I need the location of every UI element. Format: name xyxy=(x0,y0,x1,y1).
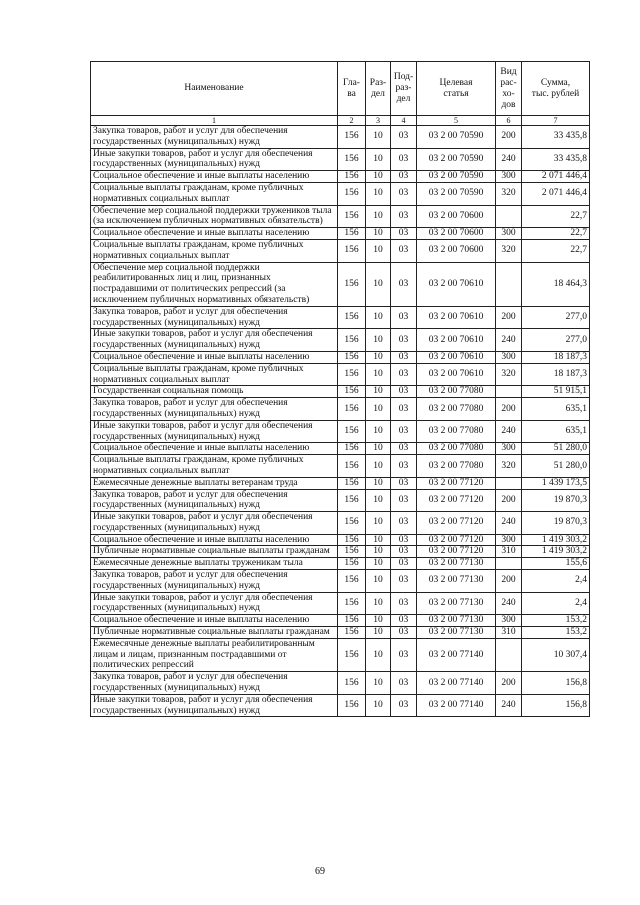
row-razdel: 10 xyxy=(366,398,391,421)
table-row xyxy=(91,351,590,363)
table-row xyxy=(91,570,590,593)
row-expense-type: 300 xyxy=(496,615,522,627)
row-name: Закупка товаров, работ и услуг для обеспечения государственных (муниципальных) нужд xyxy=(91,398,338,421)
row-amount: 10 307,4 xyxy=(522,638,590,671)
row-name: Социальное обеспечение и иные выплаты населению xyxy=(91,534,338,546)
row-razdel: 10 xyxy=(366,570,391,593)
row-name: Закупка товаров, работ и услуг для обеспечения государственных (муниципальных) нужд xyxy=(91,489,338,512)
row-name: Ежемесячные денежные выплаты труженикам тыла xyxy=(91,558,338,570)
header-summa: Сумма, тыс. рублей xyxy=(522,62,590,116)
row-target-article: 03 2 00 77080 xyxy=(417,455,496,478)
row-glava: 156 xyxy=(338,239,366,262)
column-number: 1 xyxy=(91,116,338,126)
row-podrazdel: 03 xyxy=(391,262,417,306)
row-podrazdel: 03 xyxy=(391,694,417,717)
row-amount: 2,4 xyxy=(522,570,590,593)
row-target-article: 03 2 00 70600 xyxy=(417,205,496,228)
row-podrazdel: 03 xyxy=(391,512,417,535)
row-podrazdel: 03 xyxy=(391,477,417,489)
row-target-article: 03 2 00 70610 xyxy=(417,306,496,329)
header-razdel: Раз- дел xyxy=(366,62,391,116)
row-expense-type: 240 xyxy=(496,148,522,171)
row-podrazdel: 03 xyxy=(391,627,417,639)
row-razdel: 10 xyxy=(366,694,391,717)
row-target-article: 03 2 00 77130 xyxy=(417,615,496,627)
row-amount: 2 071 446,4 xyxy=(522,182,590,205)
row-name: Закупка товаров, работ и услуг для обеспечения государственных (муниципальных) нужд xyxy=(91,306,338,329)
page-number: 69 xyxy=(315,866,325,877)
row-name: Государственная социальная помощь xyxy=(91,386,338,398)
row-razdel: 10 xyxy=(366,239,391,262)
row-target-article: 03 2 00 77080 xyxy=(417,420,496,443)
row-glava: 156 xyxy=(338,558,366,570)
row-amount: 1 419 303,2 xyxy=(522,534,590,546)
row-amount: 277,0 xyxy=(522,329,590,352)
row-glava: 156 xyxy=(338,443,366,455)
row-podrazdel: 03 xyxy=(391,398,417,421)
row-glava: 156 xyxy=(338,455,366,478)
row-podrazdel: 03 xyxy=(391,534,417,546)
row-name: Ежемесячные денежные выплаты ветеранам труда xyxy=(91,477,338,489)
row-razdel: 10 xyxy=(366,627,391,639)
column-number-row xyxy=(91,116,590,126)
row-amount: 33 435,8 xyxy=(522,148,590,171)
table-row xyxy=(91,239,590,262)
row-razdel: 10 xyxy=(366,182,391,205)
table-row xyxy=(91,262,590,306)
row-glava: 156 xyxy=(338,534,366,546)
row-target-article: 03 2 00 77120 xyxy=(417,546,496,558)
row-expense-type: 200 xyxy=(496,126,522,149)
column-number: 2 xyxy=(338,116,366,126)
row-razdel: 10 xyxy=(366,363,391,386)
row-razdel: 10 xyxy=(366,615,391,627)
row-glava: 156 xyxy=(338,228,366,240)
header-glava: Гла- ва xyxy=(338,62,366,116)
row-name: Обеспечение мер социальной поддержки тружеников тыла (за исключением публичных нормативных обязательств) xyxy=(91,205,338,228)
row-target-article: 03 2 00 70610 xyxy=(417,329,496,352)
row-target-article: 03 2 00 77130 xyxy=(417,570,496,593)
row-expense-type: 320 xyxy=(496,239,522,262)
row-glava: 156 xyxy=(338,420,366,443)
row-amount: 155,6 xyxy=(522,558,590,570)
row-target-article: 03 2 00 70610 xyxy=(417,262,496,306)
table-row xyxy=(91,558,590,570)
row-razdel: 10 xyxy=(366,672,391,695)
row-razdel: 10 xyxy=(366,126,391,149)
row-amount: 153,2 xyxy=(522,615,590,627)
row-name: Иные закупки товаров, работ и услуг для обеспечения государственных (муниципальных) нужд xyxy=(91,329,338,352)
table-row xyxy=(91,329,590,352)
table-row xyxy=(91,306,590,329)
table-row xyxy=(91,592,590,615)
row-expense-type: 300 xyxy=(496,171,522,183)
row-name: Социальные выплаты гражданам, кроме публичных нормативных социальных выплат xyxy=(91,455,338,478)
row-podrazdel: 03 xyxy=(391,126,417,149)
row-expense-type: 310 xyxy=(496,546,522,558)
row-expense-type: 310 xyxy=(496,627,522,639)
row-expense-type: 320 xyxy=(496,182,522,205)
row-glava: 156 xyxy=(338,262,366,306)
row-name: Социальное обеспечение и иные выплаты населению xyxy=(91,228,338,240)
row-podrazdel: 03 xyxy=(391,228,417,240)
row-target-article: 03 2 00 70600 xyxy=(417,239,496,262)
row-amount: 156,8 xyxy=(522,694,590,717)
table-row xyxy=(91,694,590,717)
row-razdel: 10 xyxy=(366,386,391,398)
table-row xyxy=(91,398,590,421)
row-target-article: 03 2 00 77080 xyxy=(417,443,496,455)
row-razdel: 10 xyxy=(366,306,391,329)
table-row xyxy=(91,386,590,398)
row-name: Иные закупки товаров, работ и услуг для обеспечения государственных (муниципальных) нужд xyxy=(91,592,338,615)
row-podrazdel: 03 xyxy=(391,182,417,205)
column-number: 5 xyxy=(417,116,496,126)
row-expense-type xyxy=(496,262,522,306)
row-target-article: 03 2 00 77140 xyxy=(417,638,496,671)
row-glava: 156 xyxy=(338,477,366,489)
table-row xyxy=(91,546,590,558)
row-amount: 18 187,3 xyxy=(522,351,590,363)
row-expense-type: 320 xyxy=(496,363,522,386)
row-glava: 156 xyxy=(338,570,366,593)
row-glava: 156 xyxy=(338,615,366,627)
row-amount: 277,0 xyxy=(522,306,590,329)
row-expense-type: 240 xyxy=(496,329,522,352)
row-amount: 1 419 303,2 xyxy=(522,546,590,558)
row-name: Ежемесячные денежные выплаты реабилитированным лицам и лицам, признанным пострадавшими от политических репрессий xyxy=(91,638,338,671)
row-amount: 51 915,1 xyxy=(522,386,590,398)
row-target-article: 03 2 00 77140 xyxy=(417,694,496,717)
budget-table xyxy=(90,61,590,717)
row-name: Обеспечение мер социальной поддержки реабилитированных лиц и лиц, признанных пострадавшими от политических репрессий (за исключением публичных нормативных обязательств) xyxy=(91,262,338,306)
row-podrazdel: 03 xyxy=(391,592,417,615)
table-row xyxy=(91,534,590,546)
row-target-article: 03 2 00 70610 xyxy=(417,351,496,363)
table-row xyxy=(91,182,590,205)
row-target-article: 03 2 00 77080 xyxy=(417,398,496,421)
row-name: Иные закупки товаров, работ и услуг для обеспечения государственных (муниципальных) нужд xyxy=(91,148,338,171)
row-glava: 156 xyxy=(338,126,366,149)
row-expense-type: 240 xyxy=(496,420,522,443)
table-row xyxy=(91,363,590,386)
row-podrazdel: 03 xyxy=(391,615,417,627)
row-podrazdel: 03 xyxy=(391,546,417,558)
row-name: Закупка товаров, работ и услуг для обеспечения государственных (муниципальных) нужд xyxy=(91,672,338,695)
row-razdel: 10 xyxy=(366,171,391,183)
row-expense-type: 200 xyxy=(496,570,522,593)
row-podrazdel: 03 xyxy=(391,489,417,512)
table-row xyxy=(91,228,590,240)
row-name: Закупка товаров, работ и услуг для обеспечения государственных (муниципальных) нужд xyxy=(91,570,338,593)
header-celevaya-statya: Целевая статья xyxy=(417,62,496,116)
row-name: Социальное обеспечение и иные выплаты населению xyxy=(91,171,338,183)
row-expense-type: 300 xyxy=(496,351,522,363)
row-amount: 51 280,0 xyxy=(522,443,590,455)
row-name: Иные закупки товаров, работ и услуг для обеспечения государственных (муниципальных) нужд xyxy=(91,512,338,535)
row-glava: 156 xyxy=(338,182,366,205)
row-target-article: 03 2 00 77120 xyxy=(417,534,496,546)
header-vid-rashodov: Вид рас- хо- дов xyxy=(496,62,522,116)
row-glava: 156 xyxy=(338,694,366,717)
row-expense-type: 300 xyxy=(496,443,522,455)
table-row xyxy=(91,148,590,171)
row-amount: 33 435,8 xyxy=(522,126,590,149)
table-row xyxy=(91,205,590,228)
row-podrazdel: 03 xyxy=(391,148,417,171)
row-amount: 19 870,3 xyxy=(522,512,590,535)
row-expense-type: 300 xyxy=(496,534,522,546)
row-razdel: 10 xyxy=(366,262,391,306)
row-glava: 156 xyxy=(338,306,366,329)
row-glava: 156 xyxy=(338,512,366,535)
row-razdel: 10 xyxy=(366,228,391,240)
row-target-article: 03 2 00 70590 xyxy=(417,182,496,205)
row-razdel: 10 xyxy=(366,534,391,546)
row-amount: 1 439 173,5 xyxy=(522,477,590,489)
row-podrazdel: 03 xyxy=(391,420,417,443)
row-glava: 156 xyxy=(338,386,366,398)
row-razdel: 10 xyxy=(366,592,391,615)
row-razdel: 10 xyxy=(366,329,391,352)
row-amount: 2 071 446,4 xyxy=(522,171,590,183)
row-razdel: 10 xyxy=(366,455,391,478)
column-number: 3 xyxy=(366,116,391,126)
header-row xyxy=(91,62,590,116)
row-glava: 156 xyxy=(338,672,366,695)
header-name: Наименование xyxy=(91,62,338,116)
row-name: Иные закупки товаров, работ и услуг для обеспечения государственных (муниципальных) нужд xyxy=(91,694,338,717)
row-glava: 156 xyxy=(338,489,366,512)
row-expense-type xyxy=(496,205,522,228)
row-razdel: 10 xyxy=(366,489,391,512)
row-razdel: 10 xyxy=(366,148,391,171)
row-target-article: 03 2 00 77080 xyxy=(417,386,496,398)
row-razdel: 10 xyxy=(366,420,391,443)
row-target-article: 03 2 00 77120 xyxy=(417,477,496,489)
row-target-article: 03 2 00 77130 xyxy=(417,627,496,639)
row-name: Публичные нормативные социальные выплаты гражданам xyxy=(91,627,338,639)
row-amount: 19 870,3 xyxy=(522,489,590,512)
row-expense-type: 200 xyxy=(496,398,522,421)
row-glava: 156 xyxy=(338,363,366,386)
row-name: Социальные выплаты гражданам, кроме публичных нормативных социальных выплат xyxy=(91,363,338,386)
row-name: Социальные выплаты гражданам, кроме публичных нормативных социальных выплат xyxy=(91,182,338,205)
row-podrazdel: 03 xyxy=(391,239,417,262)
row-target-article: 03 2 00 70590 xyxy=(417,126,496,149)
row-expense-type xyxy=(496,638,522,671)
row-glava: 156 xyxy=(338,546,366,558)
row-expense-type xyxy=(496,386,522,398)
table-row xyxy=(91,672,590,695)
row-razdel: 10 xyxy=(366,512,391,535)
row-razdel: 10 xyxy=(366,477,391,489)
table-row xyxy=(91,615,590,627)
row-podrazdel: 03 xyxy=(391,171,417,183)
row-glava: 156 xyxy=(338,329,366,352)
table-row xyxy=(91,477,590,489)
row-podrazdel: 03 xyxy=(391,363,417,386)
row-expense-type: 240 xyxy=(496,592,522,615)
row-podrazdel: 03 xyxy=(391,570,417,593)
row-razdel: 10 xyxy=(366,638,391,671)
row-amount: 635,1 xyxy=(522,420,590,443)
row-name: Социальное обеспечение и иные выплаты населению xyxy=(91,351,338,363)
row-glava: 156 xyxy=(338,351,366,363)
table-row xyxy=(91,420,590,443)
row-glava: 156 xyxy=(338,171,366,183)
table-row xyxy=(91,512,590,535)
row-target-article: 03 2 00 77140 xyxy=(417,672,496,695)
row-target-article: 03 2 00 77120 xyxy=(417,512,496,535)
row-amount: 22,7 xyxy=(522,205,590,228)
row-name: Закупка товаров, работ и услуг для обеспечения государственных (муниципальных) нужд xyxy=(91,126,338,149)
table-row xyxy=(91,489,590,512)
row-target-article: 03 2 00 77130 xyxy=(417,558,496,570)
row-amount: 2,4 xyxy=(522,592,590,615)
row-podrazdel: 03 xyxy=(391,386,417,398)
row-glava: 156 xyxy=(338,398,366,421)
row-glava: 156 xyxy=(338,638,366,671)
row-podrazdel: 03 xyxy=(391,443,417,455)
row-expense-type: 200 xyxy=(496,489,522,512)
column-number: 4 xyxy=(391,116,417,126)
row-expense-type: 200 xyxy=(496,306,522,329)
row-razdel: 10 xyxy=(366,558,391,570)
row-podrazdel: 03 xyxy=(391,455,417,478)
row-amount: 22,7 xyxy=(522,239,590,262)
row-expense-type: 200 xyxy=(496,672,522,695)
row-glava: 156 xyxy=(338,205,366,228)
row-razdel: 10 xyxy=(366,351,391,363)
row-target-article: 03 2 00 70610 xyxy=(417,363,496,386)
row-glava: 156 xyxy=(338,148,366,171)
row-amount: 18 464,3 xyxy=(522,262,590,306)
row-expense-type: 240 xyxy=(496,512,522,535)
row-target-article: 03 2 00 70590 xyxy=(417,148,496,171)
row-razdel: 10 xyxy=(366,546,391,558)
table-row xyxy=(91,443,590,455)
row-podrazdel: 03 xyxy=(391,672,417,695)
row-podrazdel: 03 xyxy=(391,205,417,228)
row-glava: 156 xyxy=(338,592,366,615)
row-expense-type xyxy=(496,558,522,570)
table-row xyxy=(91,638,590,671)
table-row xyxy=(91,171,590,183)
row-podrazdel: 03 xyxy=(391,329,417,352)
row-name: Социальное обеспечение и иные выплаты населению xyxy=(91,615,338,627)
row-amount: 18 187,3 xyxy=(522,363,590,386)
header-podrazdel: Под- раз- дел xyxy=(391,62,417,116)
table-body xyxy=(91,126,590,717)
row-expense-type: 240 xyxy=(496,694,522,717)
table-row xyxy=(91,126,590,149)
row-amount: 51 280,0 xyxy=(522,455,590,478)
row-podrazdel: 03 xyxy=(391,638,417,671)
row-target-article: 03 2 00 77120 xyxy=(417,489,496,512)
column-number: 7 xyxy=(522,116,590,126)
row-amount: 153,2 xyxy=(522,627,590,639)
row-expense-type: 300 xyxy=(496,228,522,240)
row-glava: 156 xyxy=(338,627,366,639)
row-target-article: 03 2 00 70600 xyxy=(417,228,496,240)
table-row xyxy=(91,455,590,478)
row-expense-type: 320 xyxy=(496,455,522,478)
row-podrazdel: 03 xyxy=(391,558,417,570)
row-expense-type xyxy=(496,477,522,489)
row-name: Социальные выплаты гражданам, кроме публичных нормативных социальных выплат xyxy=(91,239,338,262)
row-name: Социальное обеспечение и иные выплаты населению xyxy=(91,443,338,455)
row-target-article: 03 2 00 77130 xyxy=(417,592,496,615)
row-podrazdel: 03 xyxy=(391,306,417,329)
row-amount: 635,1 xyxy=(522,398,590,421)
row-razdel: 10 xyxy=(366,443,391,455)
row-amount: 156,8 xyxy=(522,672,590,695)
row-name: Иные закупки товаров, работ и услуг для обеспечения государственных (муниципальных) нужд xyxy=(91,420,338,443)
column-number: 6 xyxy=(496,116,522,126)
row-podrazdel: 03 xyxy=(391,351,417,363)
row-amount: 22,7 xyxy=(522,228,590,240)
table-row xyxy=(91,627,590,639)
row-name: Публичные нормативные социальные выплаты гражданам xyxy=(91,546,338,558)
row-razdel: 10 xyxy=(366,205,391,228)
row-target-article: 03 2 00 70590 xyxy=(417,171,496,183)
